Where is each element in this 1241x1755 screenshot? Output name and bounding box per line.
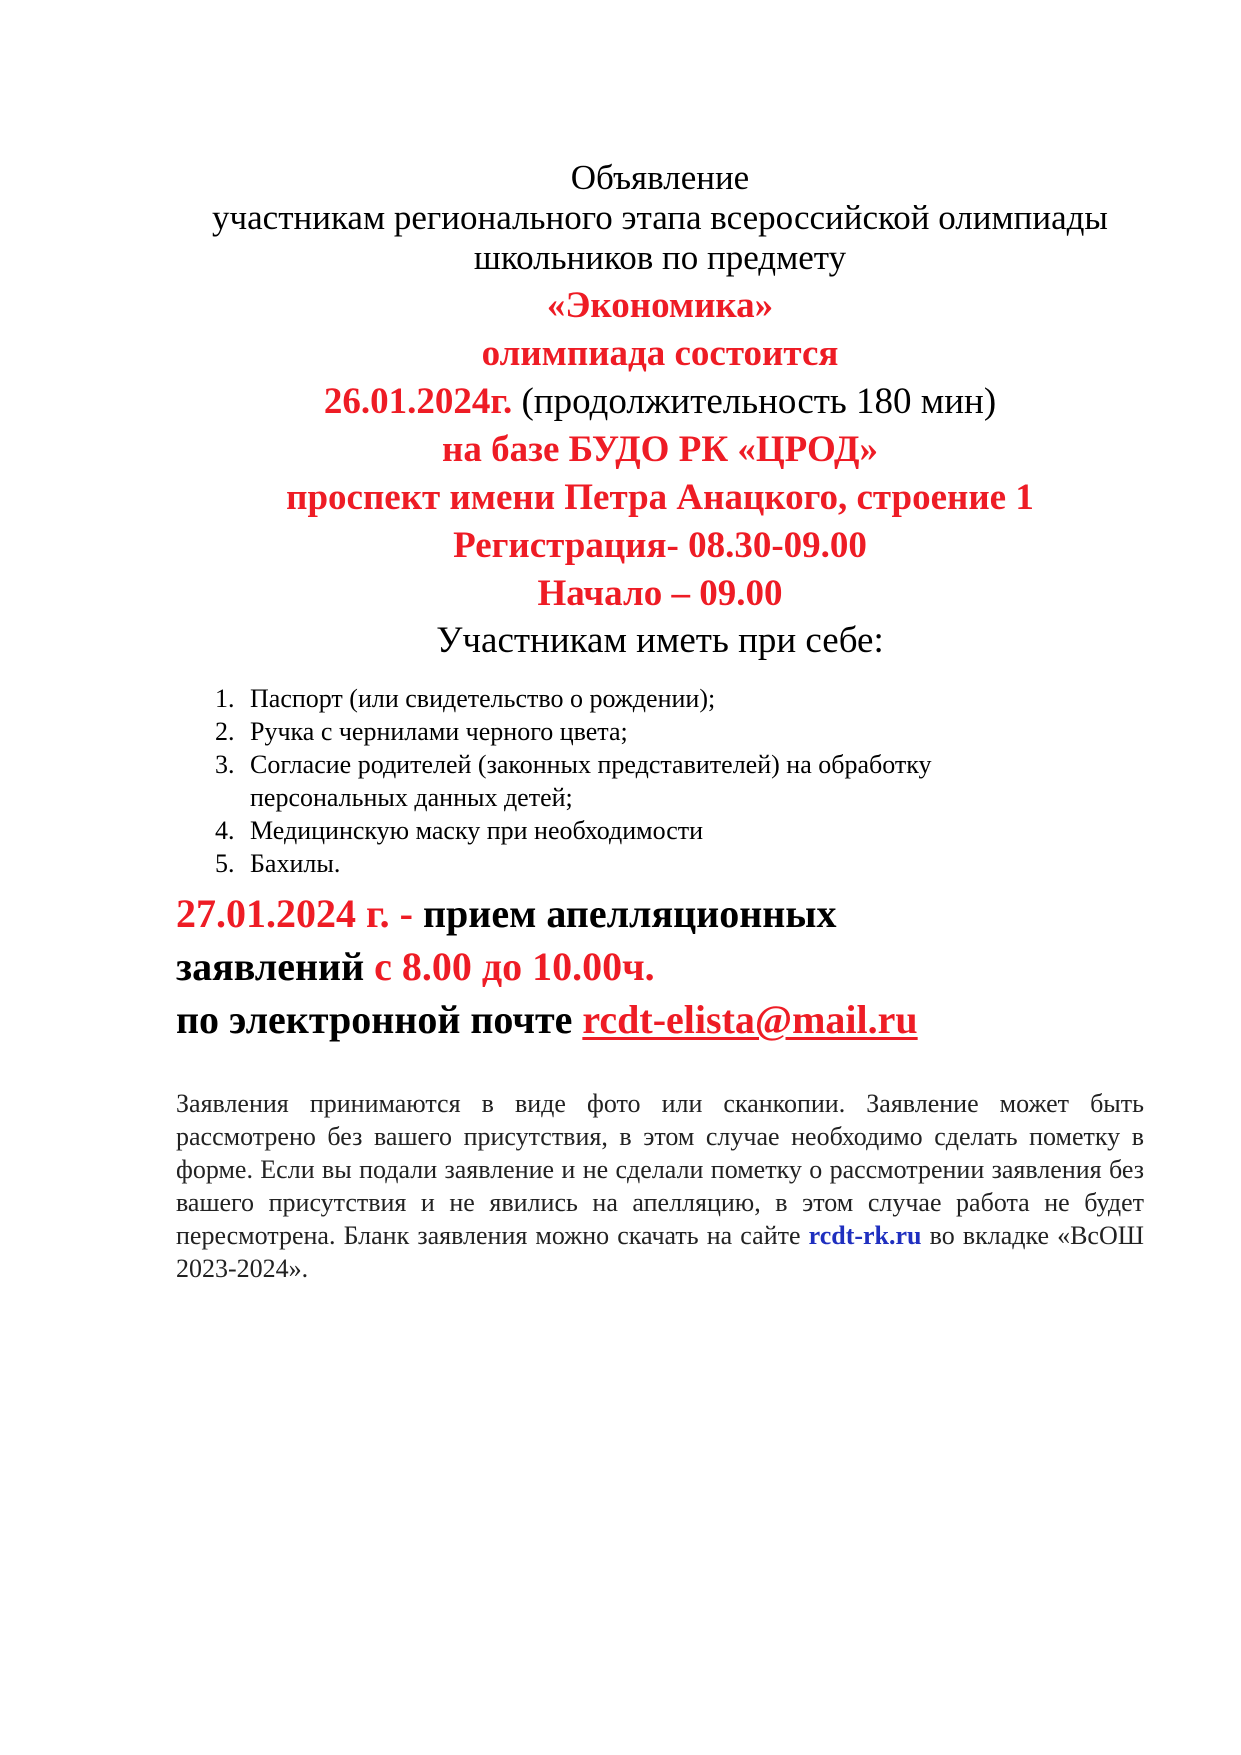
list-item-text: персональных данных детей;: [250, 783, 573, 812]
list-item: [210, 781, 1110, 814]
registration-line: Регистрация- 08.30-09.00: [453, 525, 867, 566]
list-item-number: 1.: [215, 684, 235, 713]
list-item-number: 5.: [215, 849, 235, 878]
event-date: 26.01.2024г.: [323, 381, 513, 422]
event-line: олимпиада состоится: [481, 333, 839, 374]
note-text-before: Заявления принимаются в виде фото или сканкопии. Заявление может быть рассмотрено без вашего присутствия, в этом случае необходимо сделать пометку в форме. Если вы подали заявление и не сделали пометку о рассмотрении заявления без вашего присутствия и не явились на апелляцию, в этом случае работа не будет пересмотрена. Бланк заявления можно скачать на сайте: [176, 1089, 1144, 1250]
list-item: [210, 847, 1110, 880]
site-link[interactable]: rcdt-rk.ru: [808, 1221, 922, 1250]
list-item: [210, 814, 1110, 847]
note-paragraph: [176, 1087, 1144, 1285]
announcement-header: [150, 158, 1170, 664]
list-item-text: Бахилы.: [250, 849, 341, 878]
appeal-text2: заявлений: [176, 944, 375, 989]
announcement-subtitle-line1: участникам регионального этапа всероссийской олимпиады: [212, 198, 1108, 237]
list-item-text: Ручка с чернилами черного цвета;: [250, 717, 628, 746]
start-line: Начало – 09.00: [537, 573, 783, 614]
list-item-number: 4.: [215, 816, 235, 845]
bring-list: [210, 682, 1110, 880]
list-item-text: Согласие родителей (законных представителей) на обработку: [250, 750, 932, 779]
list-item: [210, 715, 1110, 748]
list-item-text: Медицинскую маску при необходимости: [250, 816, 704, 845]
address-line: проспект имени Петра Анацкого, строение 1: [286, 477, 1034, 518]
announcement-title: Объявление: [570, 158, 750, 197]
appeal-date: 27.01.2024 г. -: [176, 891, 423, 936]
appeal-email-link[interactable]: rcdt-elista@mail.ru: [582, 997, 918, 1042]
bring-title: Участникам иметь при себе:: [436, 620, 884, 661]
list-item: [210, 682, 1110, 715]
appeal-line1: [176, 887, 1176, 940]
subject-name: «Экономика»: [546, 285, 774, 326]
list-item: [210, 748, 1110, 781]
appeal-text3: по электронной почте: [176, 997, 583, 1042]
appeal-text1: прием апелляционных: [422, 891, 837, 936]
list-item-number: 3.: [215, 750, 235, 779]
announcement-subtitle-line2: школьников по предмету: [473, 238, 847, 277]
list-item-text: Паспорт (или свидетельство о рождении);: [250, 684, 716, 713]
event-duration: (продолжительность 180 мин): [512, 381, 997, 422]
appeal-line3: [176, 993, 1176, 1046]
appeal-line2: [176, 940, 1176, 993]
appeal-time: с 8.00 до 10.00ч.: [374, 944, 655, 989]
appeal-block: [176, 887, 1176, 1046]
date-line: [150, 378, 1170, 426]
venue-line: на базе БУДО РК «ЦРОД»: [442, 429, 878, 470]
note-text-after: во вкладке «ВсОШ 2023-2024».: [176, 1221, 1144, 1283]
list-item-number: 2.: [215, 717, 235, 746]
